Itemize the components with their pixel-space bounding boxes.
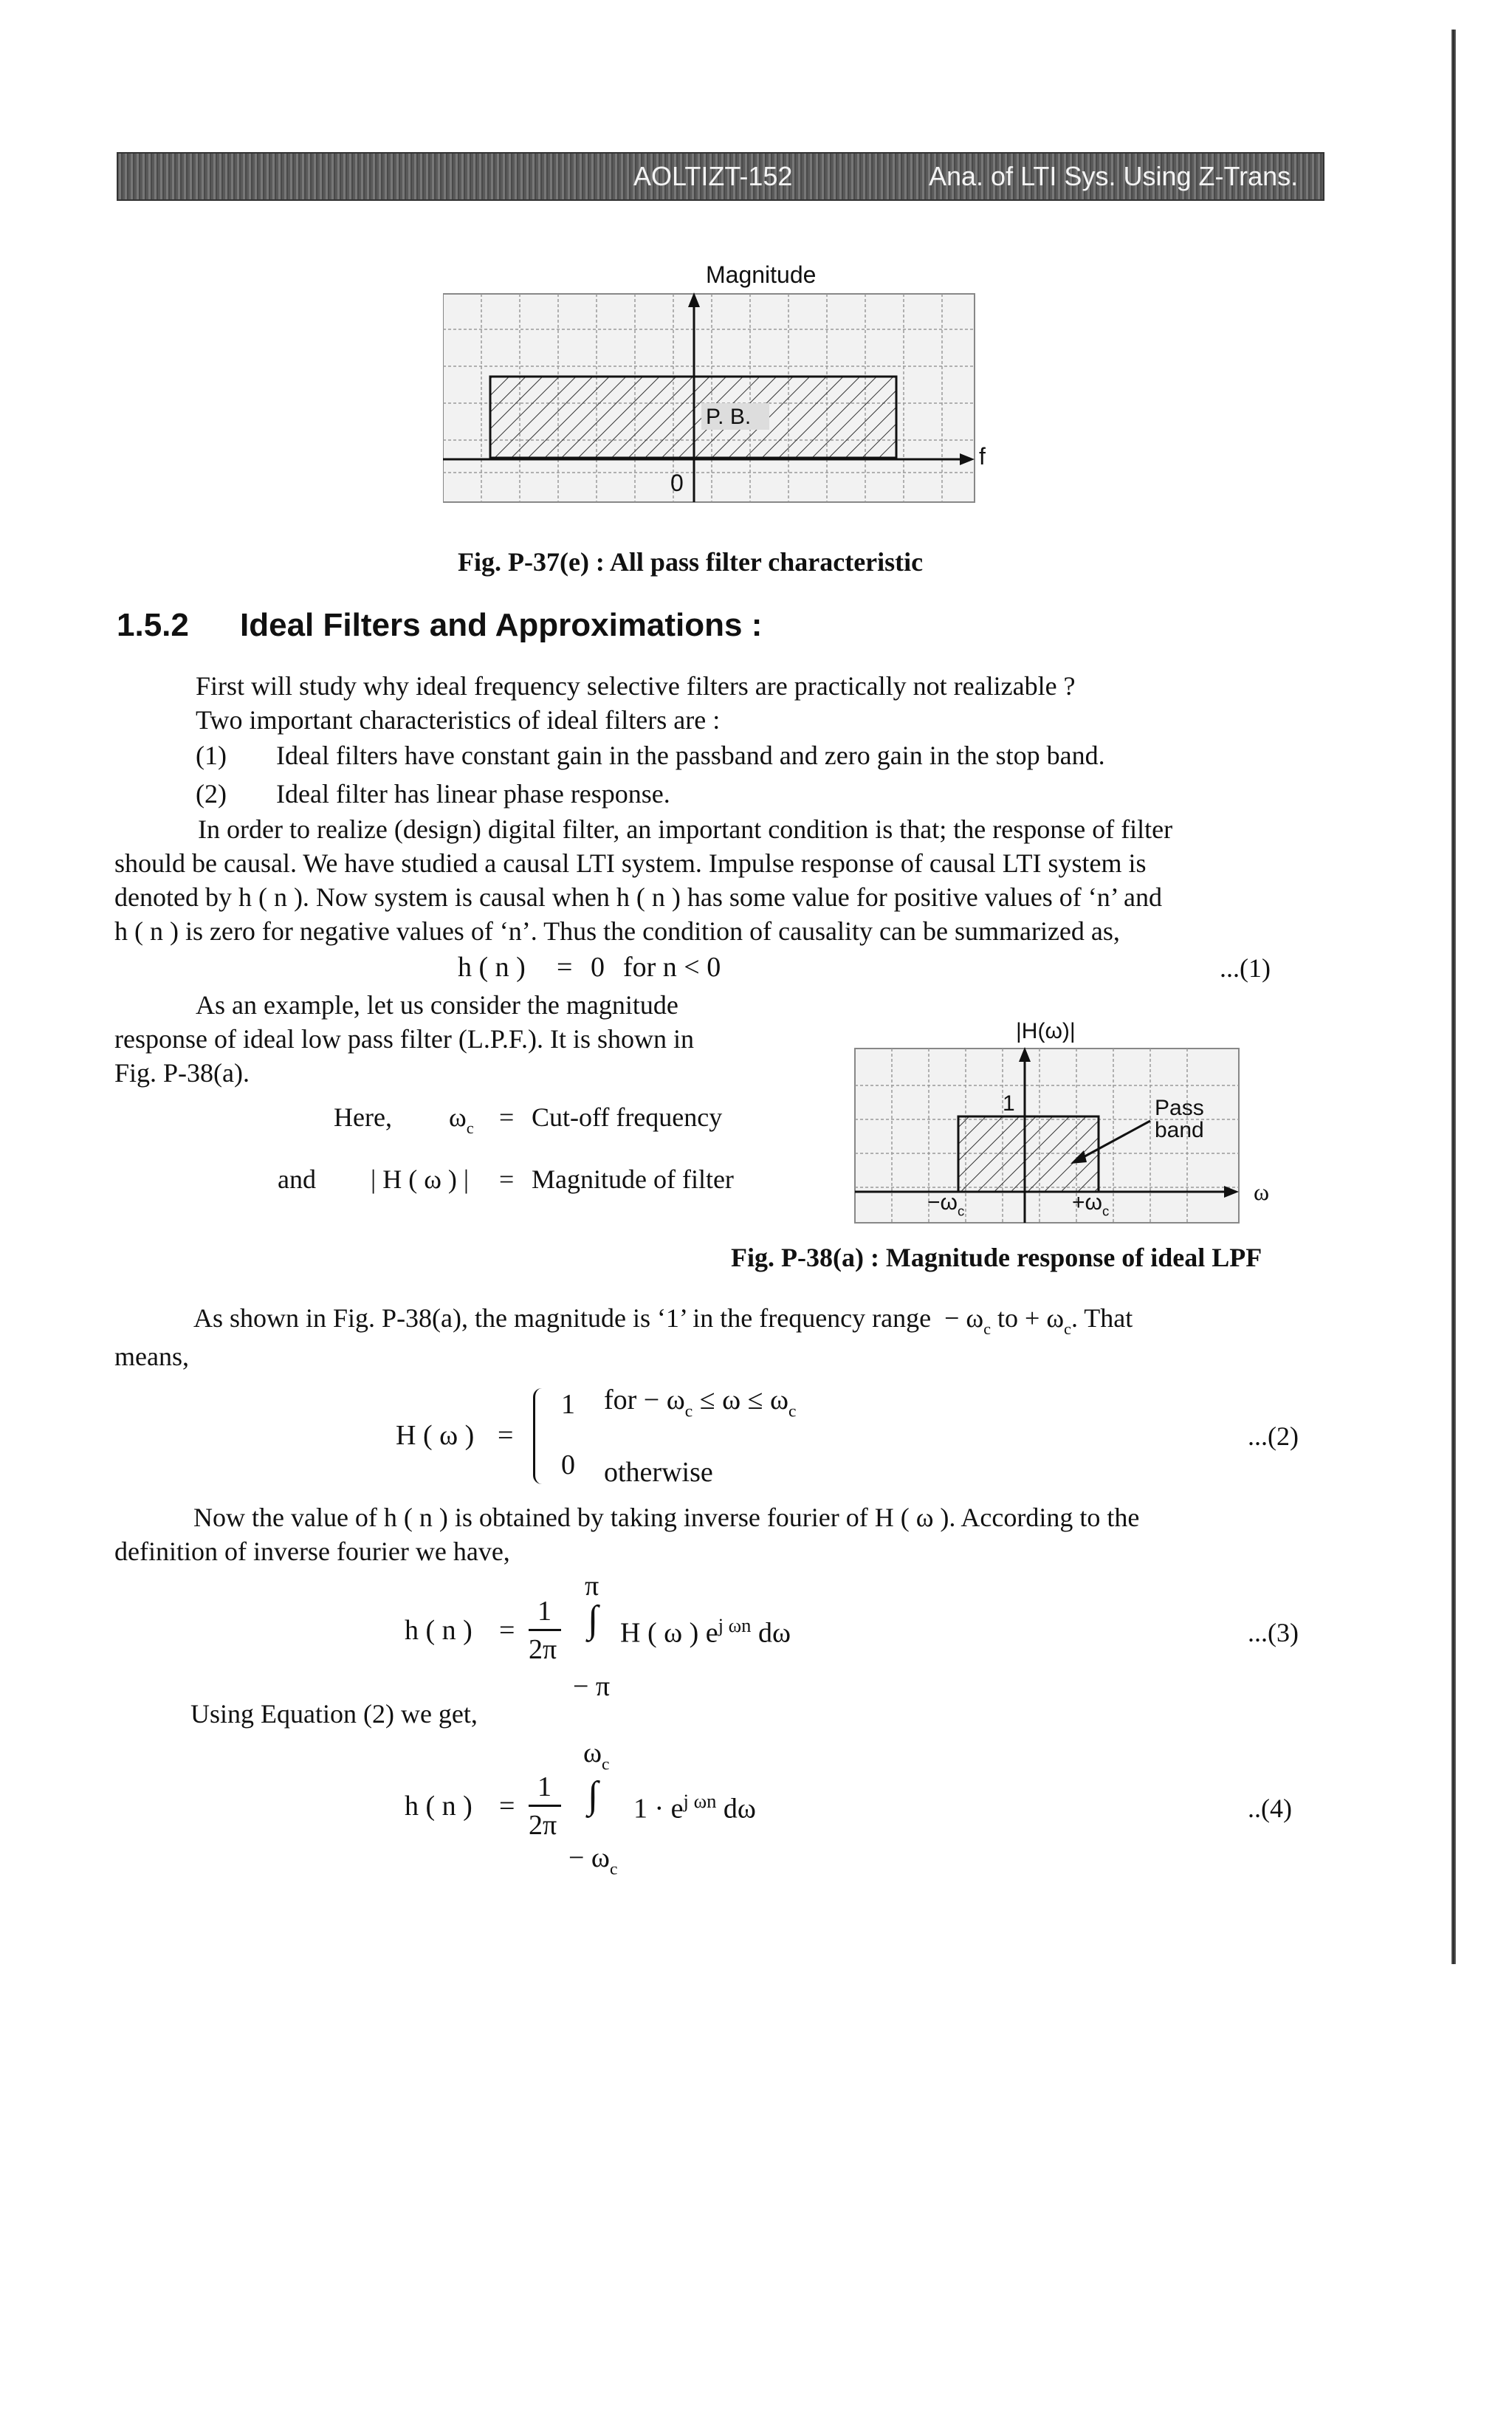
paragraph-inverse-line1: Now the value of h ( n ) is obtained by taking inverse fourier of H ( ω ). According to the bbox=[193, 1503, 1140, 1532]
pass-band-region bbox=[958, 1116, 1099, 1192]
eq3-lhs: h ( n ) bbox=[405, 1615, 472, 1646]
section-number: 1.5.2 bbox=[117, 607, 189, 643]
figure-p38a-caption: Fig. P-38(a) : Magnitude response of ideal LPF bbox=[731, 1243, 1262, 1272]
unity-gain-label: 1 bbox=[1003, 1091, 1015, 1116]
eq3-integrand: H ( ω ) $e^{j \omega n}$ dω bbox=[620, 1614, 791, 1649]
neg-cutoff-label: $-\omega_c$ bbox=[927, 1190, 965, 1219]
paragraph-example-line3: Fig. P-38(a). bbox=[114, 1058, 250, 1088]
binding-edge bbox=[1451, 30, 1456, 1964]
figure-p38a bbox=[849, 1019, 1292, 1226]
eq2-equals: = bbox=[498, 1420, 514, 1451]
list-item-1-text: Ideal filters have constant gain in the passband and zero gain in the stop band. bbox=[276, 741, 1105, 770]
paragraph-causality-line1: In order to realize (design) digital filter, an important condition is that; the response of filter bbox=[198, 814, 1173, 844]
f-label: f bbox=[979, 443, 986, 470]
magnitude-label: Magnitude bbox=[706, 261, 817, 288]
eq3-upper-limit: π bbox=[585, 1571, 599, 1602]
def-symbol-magnitude: | H ( ω ) | bbox=[371, 1164, 470, 1194]
section-title: Ideal Filters and Approximations : bbox=[240, 607, 763, 643]
paragraph-example-line2: response of ideal low pass filter (L.P.F.). It is shown in bbox=[114, 1024, 695, 1054]
eq3-integral-sign: ∫ bbox=[588, 1599, 599, 1641]
def-cutoff-text: Cut-off frequency bbox=[532, 1102, 723, 1132]
eq3-equals: = bbox=[499, 1615, 515, 1646]
def-magnitude-text: Magnitude of filter bbox=[532, 1164, 734, 1194]
def-equals-1: = bbox=[499, 1102, 515, 1132]
def-lead-and: and bbox=[278, 1164, 316, 1194]
paragraph-characteristics: Two important characteristics of ideal filters are : bbox=[196, 705, 721, 735]
paragraph-example-line1: As an example, let us consider the magnitude bbox=[196, 990, 678, 1020]
pass-band-label: P. B. bbox=[706, 405, 752, 429]
eq2-lhs: H ( ω ) bbox=[396, 1420, 475, 1451]
band-label: band bbox=[1155, 1118, 1204, 1142]
eq4-equals: = bbox=[499, 1791, 515, 1822]
header-code: AOLTIZT-152 bbox=[633, 161, 793, 191]
eq4-upper-limit: $\omega_c$ bbox=[583, 1737, 610, 1774]
eq2-case1-value: 1 bbox=[561, 1389, 575, 1420]
paragraph-causality-line2: should be causal. We have studied a causal LTI system. Impulse response of causal LTI system is bbox=[114, 848, 1147, 878]
running-header bbox=[117, 152, 1324, 201]
ideal-lpf-diagram bbox=[849, 1019, 1292, 1226]
eq4-number: ..(4) bbox=[1248, 1794, 1292, 1823]
eq3-number: ...(3) bbox=[1248, 1618, 1299, 1647]
eq1-equals: = bbox=[557, 952, 573, 983]
paragraph-causality-line4: h ( n ) is zero for negative values of ‘n’. Thus the condition of causality can be summarized as, bbox=[114, 916, 1120, 946]
list-item-2-text: Ideal filter has linear phase response. bbox=[276, 779, 670, 809]
eq4-numerator: 1 bbox=[537, 1771, 551, 1802]
eq4-denominator: 2π bbox=[529, 1810, 557, 1841]
paragraph-causality-line3: denoted by h ( n ). Now system is causal when h ( n ) has some value for positive values of ‘n’ and bbox=[114, 882, 1162, 912]
pos-cutoff-label: $+\omega_c$ bbox=[1072, 1190, 1110, 1219]
eq3-lower-limit: − π bbox=[573, 1671, 611, 1702]
eq4-lower-limit: − $\omega_c$ bbox=[568, 1842, 618, 1879]
eq3-numerator: 1 bbox=[537, 1596, 551, 1627]
eq2-number: ...(2) bbox=[1248, 1421, 1299, 1451]
eq3-fraction-bar bbox=[529, 1629, 561, 1631]
eq2-brace bbox=[533, 1388, 549, 1484]
h-omega-label: |H(ω)| bbox=[1016, 1019, 1076, 1043]
eq2-case2-condition: otherwise bbox=[604, 1457, 713, 1488]
eq1-rhs: 0 bbox=[591, 952, 605, 983]
paragraph-using-eq2: Using Equation (2) we get, bbox=[190, 1699, 478, 1729]
eq2-case1-condition: for − $\omega_c \le \omega \le \omega_c$ bbox=[604, 1384, 797, 1421]
omega-axis-label: ω bbox=[1254, 1178, 1270, 1205]
figure-p37e-caption: Fig. P-37(e) : All pass filter characteristic bbox=[458, 547, 924, 577]
eq4-integrand: $1 \cdot e^{j \omega n}$ dω bbox=[633, 1790, 756, 1825]
def-symbol-omega-c: $\omega_c$ bbox=[449, 1102, 474, 1138]
header-chapter: Ana. of LTI Sys. Using Z-Trans. bbox=[929, 161, 1299, 191]
origin-label: 0 bbox=[670, 470, 684, 496]
eq3-denominator: 2π bbox=[529, 1634, 557, 1665]
eq4-fraction-bar bbox=[529, 1805, 561, 1807]
eq4-lhs: h ( n ) bbox=[405, 1791, 472, 1822]
eq1-condition: for n < 0 bbox=[623, 952, 721, 983]
paragraph-inverse-line2: definition of inverse fourier we have, bbox=[114, 1537, 510, 1566]
eq1-number: ...(1) bbox=[1220, 953, 1271, 983]
list-item-2-num: (2) bbox=[196, 779, 227, 809]
paragraph-means: means, bbox=[114, 1342, 189, 1371]
pass-label: Pass bbox=[1155, 1096, 1204, 1120]
eq1-lhs: h ( n ) bbox=[458, 952, 526, 983]
def-equals-2: = bbox=[499, 1164, 515, 1194]
eq2-case2-value: 0 bbox=[561, 1449, 575, 1480]
list-item-1-num: (1) bbox=[196, 741, 227, 770]
def-lead-here: Here, bbox=[334, 1102, 392, 1132]
paragraph-range: As shown in Fig. P-38(a), the magnitude is ‘1’ in the frequency range − $\omega_c$ to + $\omega_c$. That bbox=[193, 1303, 1133, 1339]
paragraph-intro: First will study why ideal frequency selective filters are practically not realizable ? bbox=[196, 671, 1076, 701]
all-pass-diagram bbox=[443, 258, 1004, 509]
figure-p37e bbox=[443, 258, 1004, 509]
eq4-integral-sign: ∫ bbox=[588, 1774, 599, 1816]
